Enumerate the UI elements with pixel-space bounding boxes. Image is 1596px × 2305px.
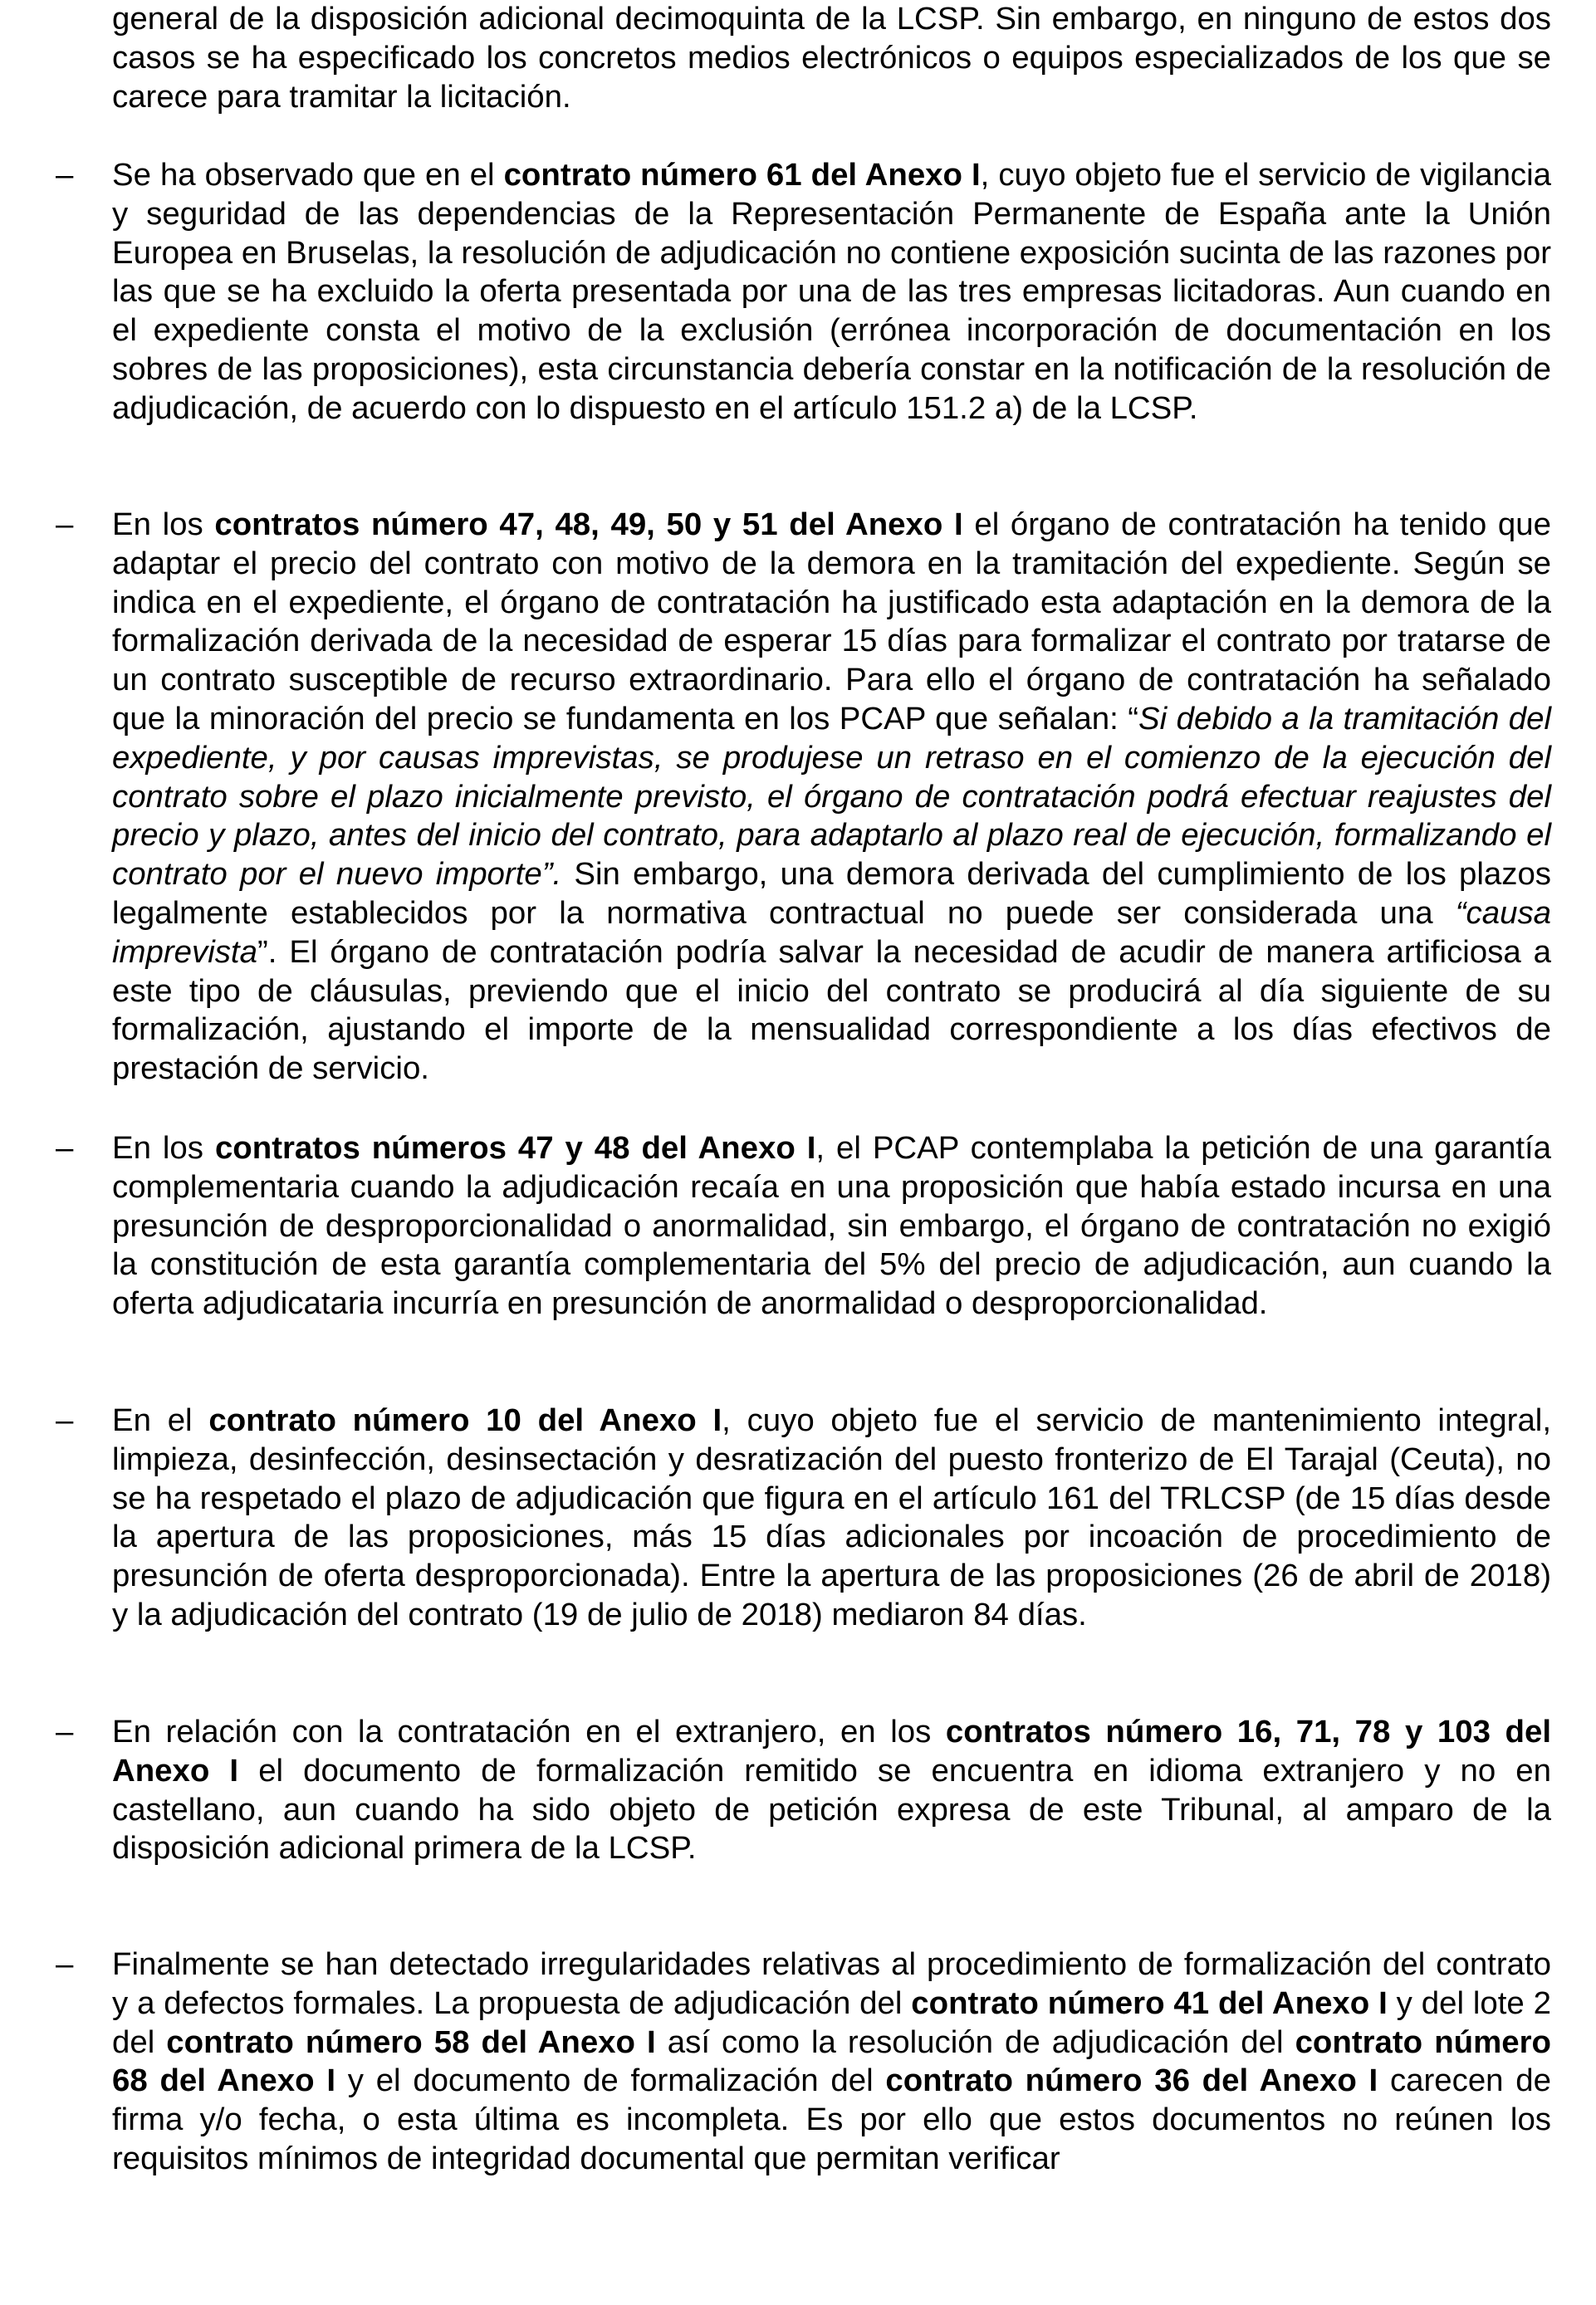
list-item	[56, 1402, 1551, 1635]
item-text: En los contratos número 47, 48, 49, 50 y 51 del Anexo I el órgano de contratación ha tenido que adaptar el precio del contrato con motivo de la demora en la tramitación del expediente. Según se indica en el expediente, el órgano de contratación ha justificado esta adaptación en la demora de la formalización derivada de la necesidad de esperar 15 días para formalizar el contrato por tratarse de un contrato susceptible de recurso extraordinario. Para ello el órgano de contratación ha señalado que la minoración del precio se fundamenta en los PCAP que señalan: “Si debido a la tramitación del expediente, y por causas imprevistas, se produjese un retraso en el comienzo de la ejecución del contrato sobre el plazo inicialmente previsto, el órgano de contratación podrá efectuar reajustes del precio y plazo, antes del inicio del contrato, para adaptarlo al plazo real de ejecución, formalizando el contrato por el nuevo importe”. Sin embargo, una demora derivada del cumplimiento de los plazos legalmente establecidos por la normativa contractual no puede ser considerada una “causa imprevista”. El órgano de contratación podría salvar la necesidad de acudir de manera artificiosa a este tipo de cláusulas, previendo que el inicio del contrato se producirá al día siguiente de su formalización, ajustando el importe de la mensualidad correspondiente a los días efectivos de prestación de servicio.	[112, 507, 1552, 1087]
dash-bullet: –	[56, 507, 74, 542]
list-item	[56, 1713, 1551, 1868]
item-text: Finalmente se han detectado irregularidades relativas al procedimiento de formalización del contrato y a defectos formales. La propuesta de adjudicación del contrato número 41 del Anexo I y del lote 2 del contrato número 58 del Anexo I así como la resolución de adjudicación del contrato número 68 del Anexo I y el documento de formalización del contrato número 36 del Anexo I carecen de firma y/o fecha, o esta última es incompleta. Es por ello que estos documentos no reúnen los requisitos mínimos de integridad documental que permitan verificar	[112, 1946, 1551, 2176]
dash-bullet: –	[56, 1402, 74, 1438]
list-item	[56, 506, 1552, 1089]
dash-bullet: –	[56, 1946, 74, 1982]
dash-bullet: –	[56, 157, 74, 193]
item-text: En el contrato número 10 del Anexo I, cuyo objeto fue el servicio de mantenimiento integral, limpieza, desinfección, desinsectación y desratización del puesto fronterizo de El Tarajal (Ceuta), no se ha respetado el plazo de adjudicación que figura en el artículo 161 del TRLCSP (de 15 días desde la apertura de las proposiciones, más 15 días adicionales por incoación de procedimiento de presunción de oferta desproporcionada). Entre la apertura de las proposiciones (26 de abril de 2018) y la adjudicación del contrato (19 de julio de 2018) mediaron 84 días.	[112, 1402, 1551, 1632]
list-item	[56, 156, 1551, 428]
list-item	[56, 1129, 1552, 1324]
item-text: En relación con la contratación en el extranjero, en los contratos número 16, 71, 78 y 103 del Anexo I el documento de formalización remitido se encuentra en idioma extranjero y no en castellano, aun cuando ha sido objeto de petición expresa de este Tribunal, al amparo de la disposición adicional primera de la LCSP.	[112, 1714, 1551, 1867]
intro-paragraph: general de la disposición adicional decimoquinta de la LCSP. Sin embargo, en ninguno de estos dos casos se ha especificado los concretos medios electrónicos o equipos especializados de los que se carece para tramitar la licitación.	[112, 1, 1551, 115]
item-text: En los contratos números 47 y 48 del Anexo I, el PCAP contemplaba la petición de una garantía complementaria cuando la adjudicación recaía en una proposición que había estado incursa en una presunción de desproporcionalidad o anormalidad, sin embargo, el órgano de contratación no exigió la constitución de esta garantía complementaria del 5% del precio de adjudicación, aun cuando la oferta adjudicataria incurría en presunción de anormalidad o desproporcionalidad.	[112, 1130, 1552, 1322]
dash-bullet: –	[56, 1714, 74, 1750]
list-item	[56, 1945, 1551, 2179]
item-text: Se ha observado que en el contrato número 61 del Anexo I, cuyo objeto fue el servicio de vigilancia y seguridad de las dependencias de la Representación Permanente de España ante la Unión Europea en Bruselas, la resolución de adjudicación no contiene exposición sucinta de las razones por las que se ha excluido la oferta presentada por una de las tres empresas licitadoras. Aun cuando en el expediente consta el motivo de la exclusión (errónea incorporación de documentación en los sobres de las proposiciones), esta circunstancia debería constar en la notificación de la resolución de adjudicación, de acuerdo con lo dispuesto en el artículo 151.2 a) de la LCSP.	[112, 157, 1551, 426]
dash-bullet: –	[56, 1130, 74, 1166]
